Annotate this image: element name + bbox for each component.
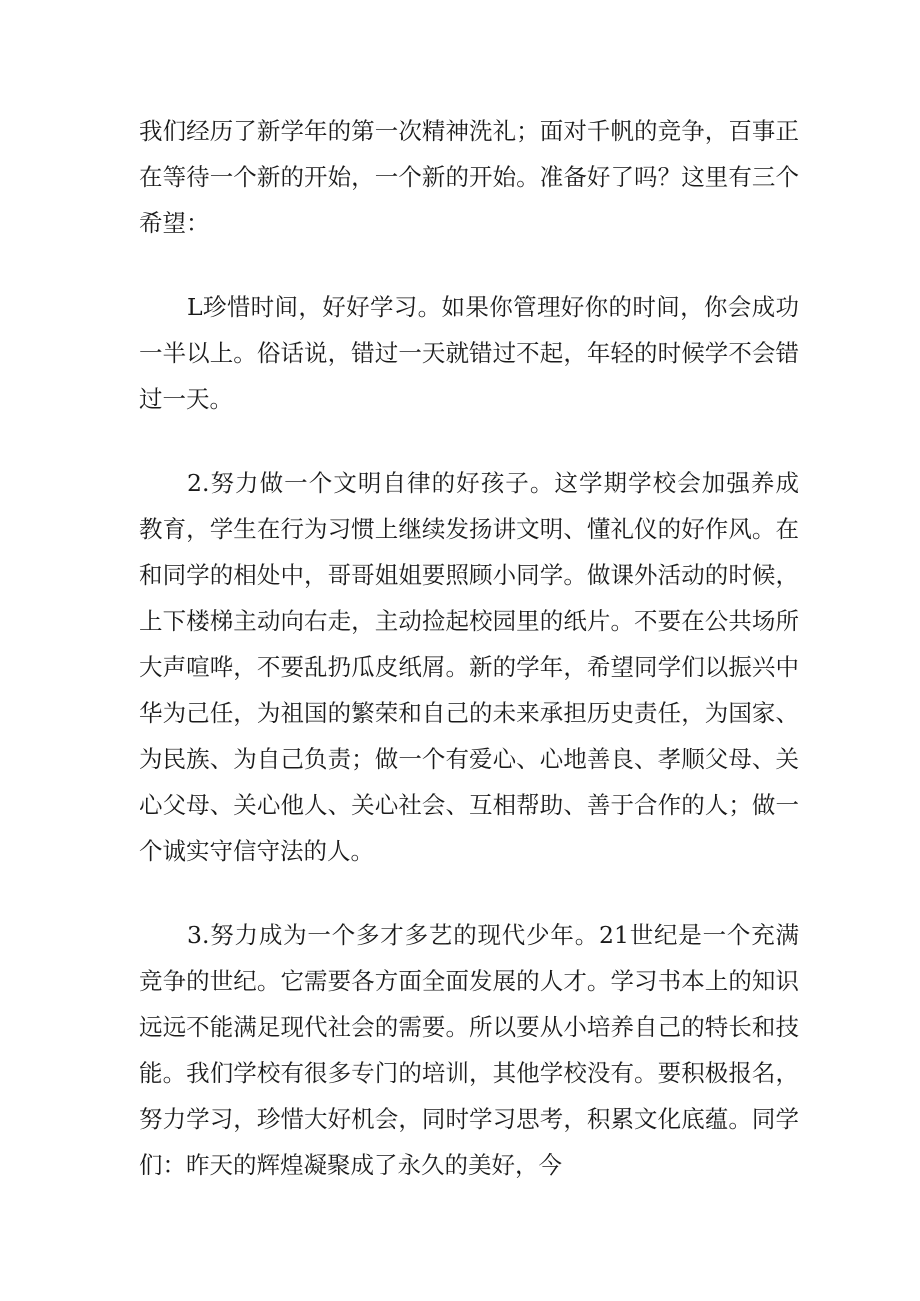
paragraph-4-line-4: 能。我们学校有很多专门的培训，其他学校没有。要积极报名， [139, 1059, 799, 1087]
paragraph-3-line-7: 为民族、为自己负责；做一个有爱心、心地善良、孝顺父母、关 [139, 745, 799, 773]
paragraph-4-line-1: 3.努力成为一个多才多艺的现代少年。21世纪是一个充满 [187, 921, 799, 949]
paragraph-4-line-5: 努力学习，珍惜大好机会，同时学习思考，积累文化底蕴。同学 [139, 1105, 799, 1133]
paragraph-1-line-1: 我们经历了新学年的第一次精神洗礼；面对千帆的竞争，百事正 [139, 117, 799, 145]
paragraph-4-line-6: 们：昨天的辉煌凝聚成了永久的美好，今 [139, 1151, 562, 1179]
paragraph-4-line-3: 远远不能满足现代社会的需要。所以要从小培养自己的特长和技 [139, 1013, 799, 1041]
paragraph-1-line-3: 希望： [139, 209, 210, 237]
paragraph-1-line-2: 在等待一个新的开始，一个新的开始。准备好了吗？这里有三个 [139, 163, 799, 191]
paragraph-3-line-3: 和同学的相处中，哥哥姐姐要照顾小同学。做课外活动的时候， [139, 561, 799, 589]
paragraph-3-line-2: 教育，学生在行为习惯上继续发扬讲文明、懂礼仪的好作风。在 [139, 515, 799, 543]
paragraph-2-line-1: L珍惜时间，好好学习。如果你管理好你的时间，你会成功 [187, 293, 799, 321]
paragraph-3-line-4: 上下楼梯主动向右走，主动捡起校园里的纸片。不要在公共场所 [139, 607, 799, 635]
paragraph-2-line-3: 过一天。 [139, 385, 233, 413]
paragraph-3-line-9: 个诚实守信守法的人。 [139, 837, 374, 865]
paragraph-3-line-5: 大声喧哗，不要乱扔瓜皮纸屑。新的学年，希望同学们以振兴中 [139, 653, 799, 681]
paragraph-3-line-1: 2.努力做一个文明自律的好孩子。这学期学校会加强养成 [187, 469, 799, 497]
paragraph-3-line-8: 心父母、关心他人、关心社会、互相帮助、善于合作的人；做一 [139, 791, 799, 819]
paragraph-2-line-2: 一半以上。俗话说，错过一天就错过不起，年轻的时候学不会错 [139, 339, 799, 367]
paragraph-3-line-6: 华为己任，为祖国的繁荣和自己的未来承担历史责任，为国家、 [139, 699, 799, 727]
paragraph-4-line-2: 竞争的世纪。它需要各方面全面发展的人才。学习书本上的知识 [139, 967, 799, 995]
